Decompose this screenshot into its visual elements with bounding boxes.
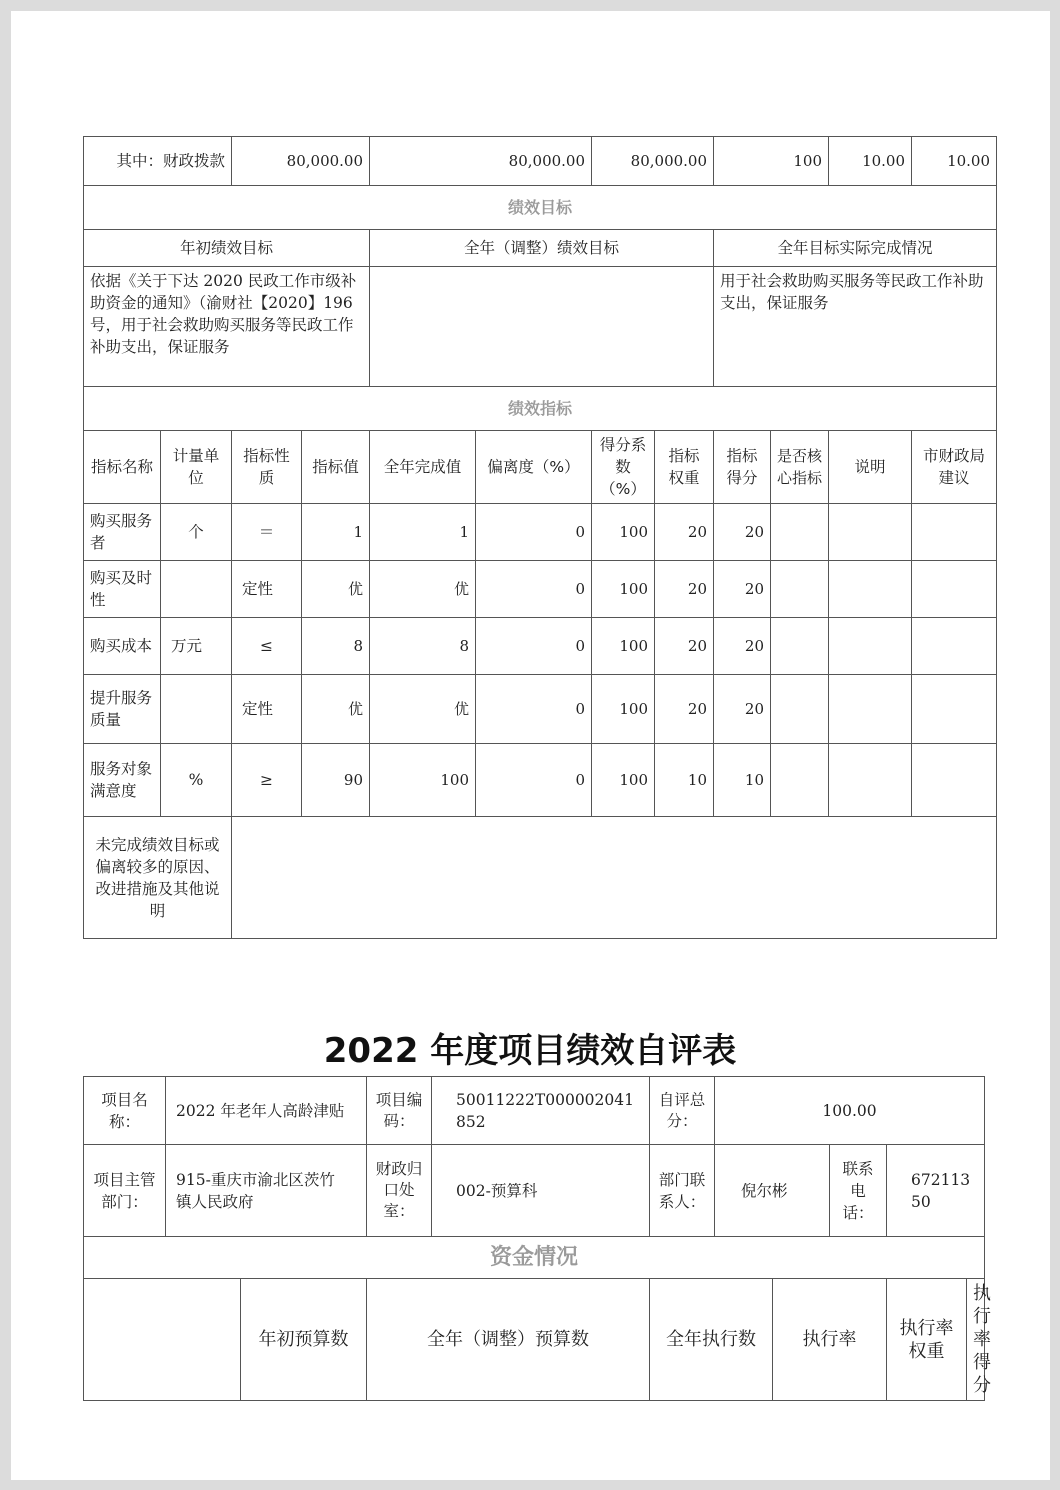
header-weight: 指标权重 <box>655 431 714 504</box>
finance-office-value: 002-预算科 <box>432 1145 650 1237</box>
table-row <box>84 504 997 561</box>
project-code-label: 项目编码： <box>367 1077 432 1145</box>
indicator-weight: 20 <box>655 561 714 618</box>
indicator-target: 优 <box>302 675 370 744</box>
indicator-nature: 定性 <box>232 675 302 744</box>
indicator-target: 8 <box>302 618 370 675</box>
indicator-coefficient: 100 <box>592 504 655 561</box>
indicator-actual: 1 <box>370 504 476 561</box>
initial-goal-header: 年初绩效目标 <box>84 230 370 267</box>
funds-header-row <box>84 1279 985 1401</box>
indicator-nature: ≤ <box>232 618 302 675</box>
indicator-target: 优 <box>302 561 370 618</box>
indicator-deviation: 0 <box>476 744 592 817</box>
phone-label: 联系电话： <box>830 1145 887 1237</box>
finance-office-label: 财政归口处室： <box>367 1145 432 1237</box>
indicator-target: 1 <box>302 504 370 561</box>
dept-value: 915-重庆市渝北区茨竹镇人民政府 <box>166 1145 367 1237</box>
indicator-nature: 定性 <box>232 561 302 618</box>
fiscal-allocation-label: 其中：财政拨款 <box>84 137 232 186</box>
indicator-nature: ＝ <box>232 504 302 561</box>
project-name-value: 2022 年老年人高龄津贴 <box>166 1077 367 1145</box>
table-row <box>84 561 997 618</box>
contact-label: 部门联系人： <box>650 1145 715 1237</box>
funds-header-initial: 年初预算数 <box>241 1279 367 1401</box>
indicator-advice <box>912 675 997 744</box>
actual-completion-header: 全年目标实际完成情况 <box>714 230 997 267</box>
header-advice: 市财政局建议 <box>912 431 997 504</box>
header-note: 说明 <box>829 431 912 504</box>
indicators-header-row <box>84 431 997 504</box>
form-title: 2022 年度项目绩效自评表 <box>323 1031 737 1071</box>
funds-header-adjusted: 全年（调整）预算数 <box>367 1279 650 1401</box>
header-deviation: 偏离度（%） <box>476 431 592 504</box>
indicator-deviation: 0 <box>476 675 592 744</box>
indicator-core <box>771 561 829 618</box>
indicator-score: 20 <box>714 618 771 675</box>
indicator-advice <box>912 618 997 675</box>
funds-header-rate-score: 执行率得分 <box>967 1279 985 1401</box>
indicator-coefficient: 100 <box>592 618 655 675</box>
adjusted-goal-text <box>370 267 714 387</box>
remarks-label: 未完成绩效目标或偏离较多的原因、改进措施及其他说明 <box>84 817 232 939</box>
indicator-core <box>771 504 829 561</box>
dept-label: 项目主管部门： <box>84 1145 166 1237</box>
indicator-target: 90 <box>302 744 370 817</box>
indicator-score: 10 <box>714 744 771 817</box>
header-unit: 计量单位 <box>161 431 232 504</box>
project-name-label: 项目名称： <box>84 1077 166 1145</box>
indicator-note <box>829 504 912 561</box>
indicator-coefficient: 100 <box>592 744 655 817</box>
initial-goal-text: 依据《关于下达 2020 民政工作市级补助资金的通知》（渝财社【2020】196 号，用于社会救助购买服务等民政工作补助支出，保证服务 <box>84 267 370 387</box>
header-target: 指标值 <box>302 431 370 504</box>
indicator-coefficient: 100 <box>592 675 655 744</box>
phone-value: 67211350 <box>887 1145 985 1237</box>
adjusted-budget-value: 80,000.00 <box>370 137 592 186</box>
indicator-core <box>771 618 829 675</box>
indicator-deviation: 0 <box>476 561 592 618</box>
contact-value: 倪尔彬 <box>715 1145 830 1237</box>
indicators-section-title: 绩效指标 <box>84 387 997 431</box>
indicator-unit: 万元 <box>161 618 232 675</box>
project-info-table <box>83 1076 991 1401</box>
exec-rate-value: 100 <box>714 137 829 186</box>
indicator-advice <box>912 561 997 618</box>
table-row <box>84 675 997 744</box>
indicator-score: 20 <box>714 561 771 618</box>
indicator-core <box>771 744 829 817</box>
indicator-unit <box>161 561 232 618</box>
header-score: 指标得分 <box>714 431 771 504</box>
indicator-name: 购买服务者 <box>84 504 161 561</box>
indicator-nature: ≥ <box>232 744 302 817</box>
funds-header-executed: 全年执行数 <box>650 1279 773 1401</box>
indicator-note <box>829 561 912 618</box>
executed-value: 80,000.00 <box>592 137 714 186</box>
indicator-core <box>771 675 829 744</box>
indicator-name: 购买成本 <box>84 618 161 675</box>
funds-header-rate-weight: 执行率权重 <box>887 1279 967 1401</box>
actual-completion-text: 用于社会救助购买服务等民政工作补助支出，保证服务 <box>714 267 997 387</box>
indicator-actual: 8 <box>370 618 476 675</box>
funds-section-title: 资金情况 <box>84 1237 985 1279</box>
indicator-note <box>829 744 912 817</box>
indicator-weight: 20 <box>655 618 714 675</box>
header-nature: 指标性质 <box>232 431 302 504</box>
indicator-score: 20 <box>714 504 771 561</box>
header-coefficient: 得分系数（%） <box>592 431 655 504</box>
indicator-weight: 20 <box>655 504 714 561</box>
initial-budget-value: 80,000.00 <box>232 137 370 186</box>
remarks-row <box>84 817 997 939</box>
indicator-actual: 优 <box>370 561 476 618</box>
indicator-name: 服务对象满意度 <box>84 744 161 817</box>
header-indicator-name: 指标名称 <box>84 431 161 504</box>
header-core: 是否核心指标 <box>771 431 829 504</box>
indicator-unit <box>161 675 232 744</box>
adjusted-goal-header: 全年（调整）绩效目标 <box>370 230 714 267</box>
self-score-label: 自评总分： <box>650 1077 715 1145</box>
indicator-score: 20 <box>714 675 771 744</box>
header-actual: 全年完成值 <box>370 431 476 504</box>
indicator-note <box>829 675 912 744</box>
self-score-value: 100.00 <box>715 1077 985 1145</box>
table-row <box>84 744 997 817</box>
indicator-name: 购买及时性 <box>84 561 161 618</box>
indicator-unit: 个 <box>161 504 232 561</box>
funds-header-exec-rate: 执行率 <box>773 1279 887 1401</box>
goals-section-title: 绩效目标 <box>84 186 997 230</box>
indicator-coefficient: 100 <box>592 561 655 618</box>
indicator-actual: 100 <box>370 744 476 817</box>
indicator-deviation: 0 <box>476 618 592 675</box>
indicator-actual: 优 <box>370 675 476 744</box>
table-row <box>84 618 997 675</box>
fiscal-allocation-row <box>84 137 997 186</box>
indicator-weight: 10 <box>655 744 714 817</box>
indicator-note <box>829 618 912 675</box>
indicator-deviation: 0 <box>476 504 592 561</box>
indicator-advice <box>912 744 997 817</box>
indicator-unit: % <box>161 744 232 817</box>
performance-table <box>83 136 997 939</box>
funds-header-blank <box>84 1279 241 1401</box>
exec-weight-value: 10.00 <box>829 137 912 186</box>
indicator-weight: 20 <box>655 675 714 744</box>
indicator-name: 提升服务质量 <box>84 675 161 744</box>
indicator-advice <box>912 504 997 561</box>
project-code-value: 50011222T000002041852 <box>432 1077 650 1145</box>
remarks-text <box>232 817 997 939</box>
exec-score-value: 10.00 <box>912 137 997 186</box>
